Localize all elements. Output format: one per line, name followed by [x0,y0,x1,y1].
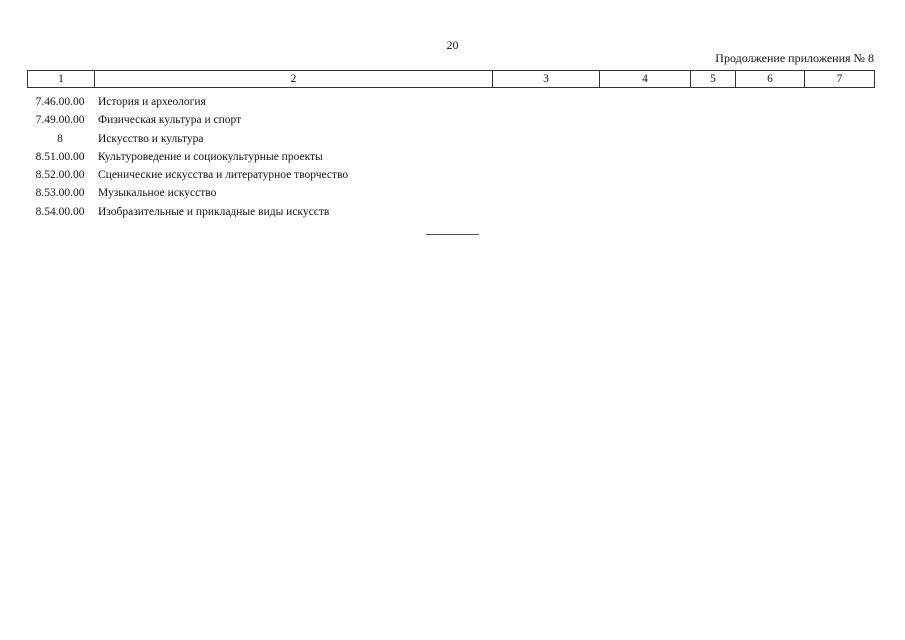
row-name: Искусство и культура [98,132,204,145]
column-header: 4 [600,71,691,88]
table-row [27,203,874,221]
page-number: 20 [446,38,459,52]
row-name: Культуроведение и социокультурные проекты [98,150,323,163]
row-code: 8.54.00.00 [35,205,85,218]
column-header: 7 [805,71,875,88]
column-header: 3 [493,71,600,88]
column-header: 5 [691,71,736,88]
row-name: Музыкальное искусство [98,187,217,200]
table-row [27,148,874,166]
end-of-document-rule [426,234,479,235]
row-code: 8.52.00.00 [35,169,85,182]
table-row [27,184,874,202]
table-row [27,111,874,129]
table-row [27,93,874,111]
header-row [28,71,875,88]
table-row [27,130,874,148]
row-name: Изобразительные и прикладные виды искусств [98,205,330,218]
column-header: 1 [28,71,95,88]
row-code: 8 [57,132,63,145]
column-header: 2 [95,71,493,88]
row-name: История и археология [98,96,206,108]
table-row [27,166,874,184]
row-code: 8.51.00.00 [35,150,85,163]
row-code: 7.49.00.00 [35,114,85,127]
continuation-label: Продолжение приложения № 8 [715,51,874,65]
row-name: Сценические искусства и литературное творчество [98,169,349,182]
column-number-header [27,70,875,88]
table-body [27,93,874,221]
row-code: 7.46.00.00 [35,96,85,108]
row-code: 8.53.00.00 [35,187,85,200]
row-name: Физическая культура и спорт [98,114,242,127]
column-header: 6 [736,71,805,88]
